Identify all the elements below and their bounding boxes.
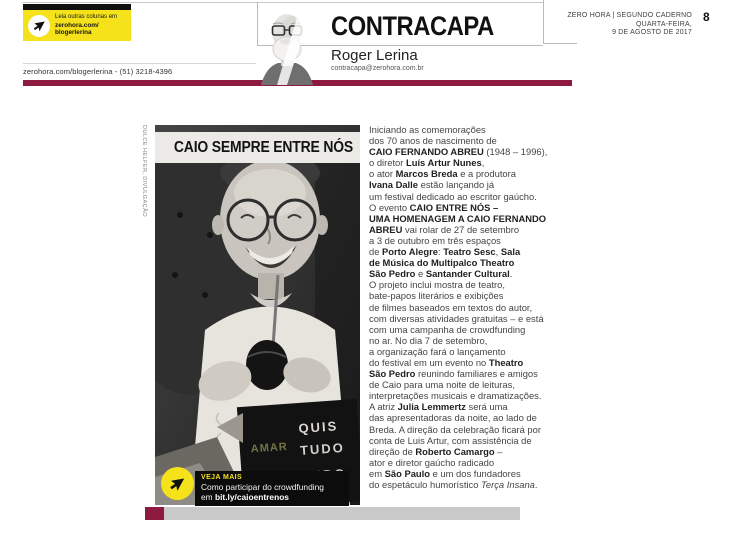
edition-tick [543,43,577,44]
promo-text [55,14,117,37]
header-top-rule [23,2,543,3]
article-line: das apresentadoras da noite, ao lado de [369,412,537,424]
article-line: o ator Marcos Breda e a produtora [369,168,516,180]
edition-paper: ZERO HORA | SEGUNDO CADERNO [567,12,692,19]
article-line: de Caio para uma noite de leituras, [369,379,515,391]
article-line: A atriz Julia Lemmertz será uma [369,401,508,413]
article-line: bate-papos literários e exibições [369,290,504,302]
edition-weekday: QUARTA-FEIRA, [635,20,692,28]
article-line: a organização fará o lançamento [369,345,506,357]
veja-mais-text: Como participar do crowdfunding [201,482,324,492]
article-photo [155,125,360,505]
article-line: O evento CAIO ENTRE NÓS – [369,201,499,213]
column-title: CONTRACAPA [331,11,494,41]
photo-headline-band [155,132,360,163]
promo-box[interactable] [23,10,131,41]
veja-mais-button[interactable] [161,467,194,500]
article-line: um festival dedicado ao escritor gaúcho. [369,190,537,202]
contact-rule [23,63,256,64]
article-line: conta de Luis Artur, com assistência de [369,434,532,446]
promo-url: zerohora.com/ [55,21,99,29]
footer-accent-square [145,507,164,520]
article-line: de Porto Alegre: Teatro Sesc, Sala [369,246,521,258]
article-line: de Música do Multipalco Theatro [369,257,515,269]
header-divider [257,2,258,45]
article-line: CAIO FERNANDO ABREU (1948 – 1996), [369,146,548,158]
photo-headline: CAIO SEMPRE ENTRE NÓS [173,138,353,156]
article-line: dos 70 anos de nascimento de [369,135,497,147]
article-line: São Pedro e Santander Cultural. [369,268,513,280]
veja-mais-label: VEJA MAIS [201,474,243,481]
promo-circle [28,15,50,37]
columnist-email: contracapa@zerohora.com.br [331,65,424,72]
article-line: do festival em um evento no Theatro [369,356,524,368]
article-line: ABREU vai rolar de 27 de setembro [369,223,520,235]
veja-mais-prefix: em [201,492,215,502]
edition-info [540,12,692,38]
article-line: Iniciando as comemorações [369,124,486,135]
article-line: com diversas atividades gratuitas – e está [369,312,544,324]
photo-print-text: TUDO [299,439,346,458]
article-line: em São Paulo e um dos fundadores [369,467,521,479]
article-line: ator e diretor gaúcho radicado [369,456,495,468]
article-line: no ar. No dia 7 de setembro, [369,334,488,346]
veja-mais-link-line [201,492,343,502]
columnist-name: Roger Lerina [331,47,418,64]
article-line: o diretor Luís Artur Nunes, [369,157,485,169]
contact-line: zerohora.com/blogerlerina - (51) 3218-4396 [23,67,173,76]
photo-print-text: QUIS [297,418,339,437]
article-line: interpretações musicais e dramatizações. [369,390,542,402]
photo-print-text: AMAR [250,440,289,456]
article-line: de filmes baseados em textos do autor, [369,301,533,313]
promo-line: Leia outras colunas em [55,14,118,21]
article-line: com uma campanha de crowdfunding [369,323,526,335]
photo-credit: DULCE HELFER, DIVULGAÇÃO [141,125,147,217]
edition-divider [543,0,544,43]
cursor-arrow-icon [168,474,187,493]
article-line: Ivana Dalle estão lançando já [369,179,495,191]
article-line: a 3 de outubro em três espaços [369,234,501,246]
edition-date: 9 DE AGOSTO DE 2017 [612,29,692,37]
columnist-portrait [259,4,315,85]
article-line: direção de Roberto Camargo – [369,445,503,457]
article-line: São Pedro reunindo familiares e amigos [369,368,538,380]
crowdfunding-link[interactable]: bit.ly/caioentrenos [214,492,289,502]
article-line: Breda. A direção da celebração ficará por [369,423,541,435]
caio-photo-illustration [155,125,360,505]
veja-mais-box [195,471,349,506]
article-line: do espetáculo humorístico Terça Insana. [369,479,538,490]
promo-url: blogerlerina [55,29,92,37]
page-number: 8 [703,10,710,24]
footer-rule [164,507,520,520]
article-body [369,124,619,490]
article-line: O projeto inclui mostra de teatro, [369,279,506,291]
cursor-arrow-icon [32,18,47,33]
article-line: UMA HOMENAGEM A CAIO FERNANDO [369,212,547,224]
